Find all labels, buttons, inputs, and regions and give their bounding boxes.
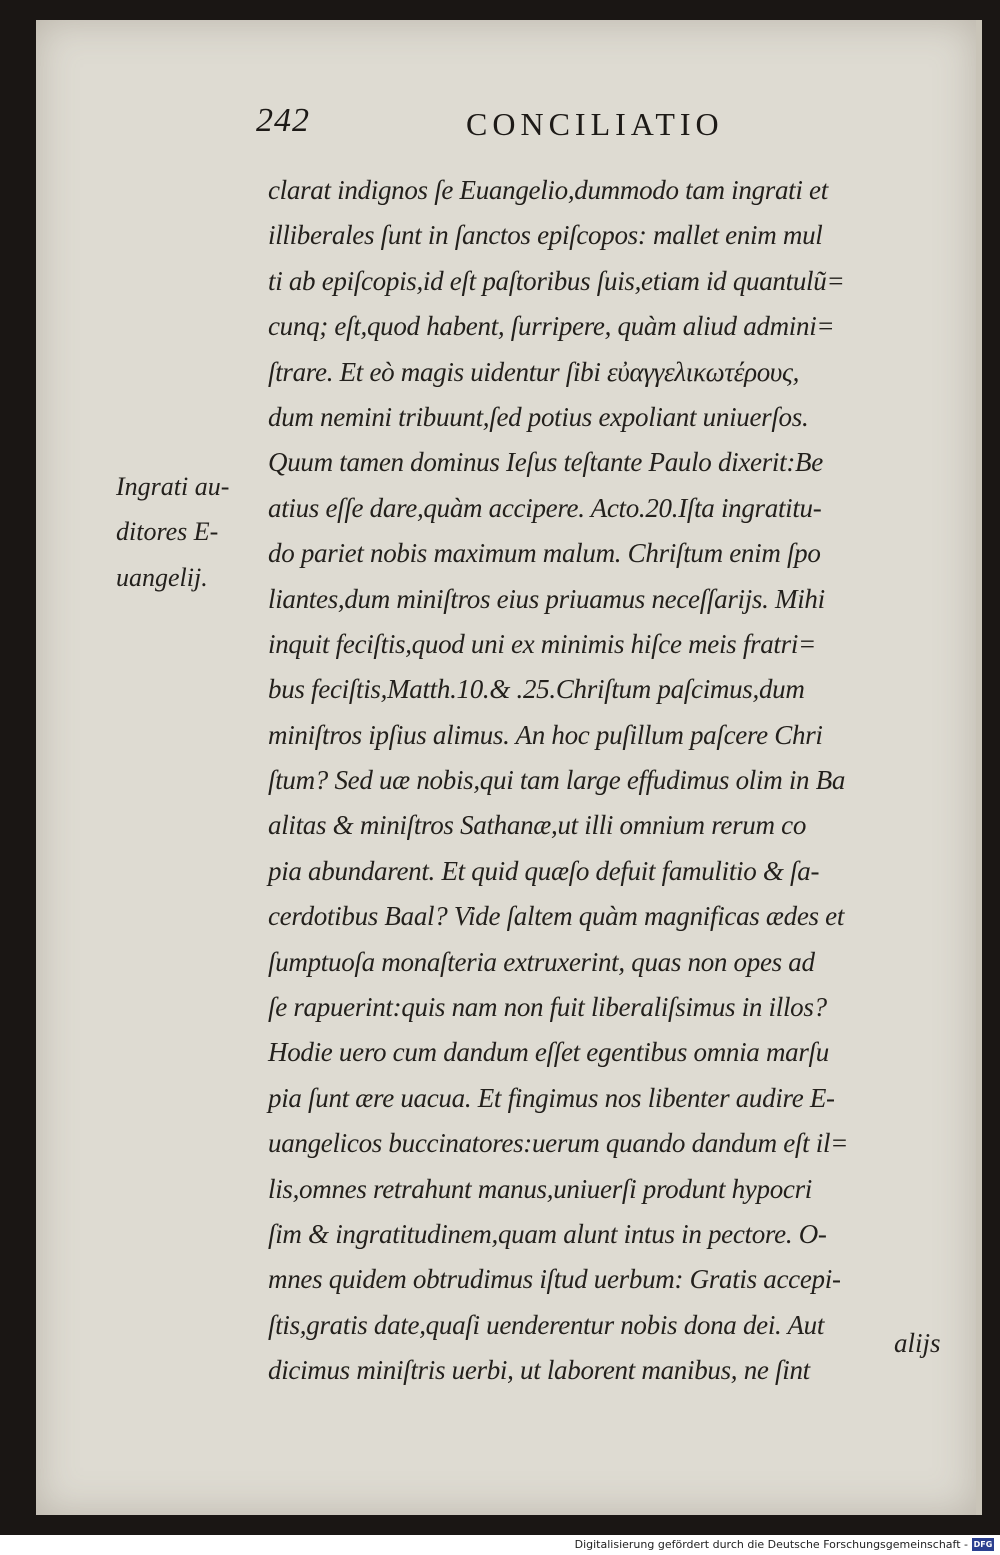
text-line: Quum tamen dominus Ieſus teſtante Paulo dixerit:Be: [268, 447, 823, 478]
text-line: illiberales ſunt in ſanctos epiſcopos: mallet enim mul: [268, 220, 823, 251]
text-line: dum nemini tribuunt,ſed potius expoliant uniuerſos.: [268, 401, 809, 432]
text-line: uangelicos buccinatores:uerum quando dandum eſt il=: [268, 1128, 849, 1159]
text-line: lis,omnes retrahunt manus,uniuerſi produnt hypocri: [268, 1173, 812, 1204]
text-line: atius eſſe dare,quàm accipere. Acto.20.Iſta ingratitu-: [268, 492, 822, 523]
margin-note-line: ditores E-: [116, 517, 219, 547]
page-number: 242: [256, 102, 310, 139]
footer-credit: Digitalisierung gefördert durch die Deutsche Forschungsgemeinschaft -: [574, 1538, 968, 1551]
book-page: [36, 20, 982, 1515]
text-line: ti ab epiſcopis,id eſt paſtoribus ſuis,etiam id quantulũ=: [268, 265, 845, 296]
text-line: pia ſunt ære uacua. Et fingimus nos libenter audire E-: [268, 1082, 835, 1113]
margin-note-line: Ingrati au-: [116, 472, 230, 501]
text-line: miniſtros ipſius alimus. An hoc puſillum paſcere Chri: [268, 719, 823, 750]
text-line: ſtrare. Et eò magis uidentur ſibi εὐαγγελικωτέρους,: [268, 356, 800, 387]
text-line: ſumptuoſa monaſteria extruxerint, quas non opes ad: [268, 946, 815, 977]
margin-note-line: uangelij.: [116, 562, 208, 592]
text-line: cerdotibus Baal? Vide ſaltem quàm magnificas ædes et: [268, 901, 845, 932]
margin-note: [116, 464, 266, 600]
text-line: clarat indignos ſe Euangelio,dummodo tam ingrati et: [268, 175, 828, 205]
text-line: Hodie uero cum dandum eſſet egentibus omnia marſu: [268, 1037, 829, 1068]
text-line: mnes quidem obtrudimus iſtud uerbum: Gratis accepi-: [268, 1264, 841, 1295]
footer-bar: [0, 1535, 1000, 1555]
text-line: dicimus miniſtris uerbi, ut laborent manibus, ne ſint: [268, 1355, 810, 1386]
text-line: ſtis,gratis date,quaſi uenderentur nobis dona dei. Aut: [268, 1309, 825, 1340]
text-line: alitas & miniſtros Sathanæ,ut illi omnium rerum co: [268, 810, 807, 841]
text-line: pia abundarent. Et quid quæſo defuit famulitio & ſa-: [268, 855, 820, 886]
dfg-logo-icon: DFG: [973, 1540, 993, 1549]
text-line: cunq; eſt,quod habent, ſurripere, quàm aliud admini=: [268, 311, 835, 342]
text-line: ſtum? Sed uæ nobis,qui tam large effudimus olim in Ba: [268, 765, 846, 796]
body-text: [268, 168, 958, 1394]
catchword: alijs: [894, 1328, 941, 1358]
text-line: liantes,dum miniſtros eius priuamus neceſſarijs. Mihi: [268, 583, 825, 614]
text-line: inquit feciſtis,quod uni ex minimis hiſce meis fratri=: [268, 628, 816, 659]
running-head: CONCILIATIO: [466, 106, 724, 142]
text-line: ſim & ingratitudinem,quam alunt intus in pectore. O-: [268, 1218, 827, 1249]
text-line: ſe rapuerint:quis nam non fuit liberaliſsimus in illos?: [268, 992, 827, 1023]
text-line: bus feciſtis,Matth.10.& .25.Chriſtum paſcimus,dum: [268, 674, 805, 705]
text-line: do pariet nobis maximum malum. Chriſtum enim ſpo: [268, 538, 821, 569]
